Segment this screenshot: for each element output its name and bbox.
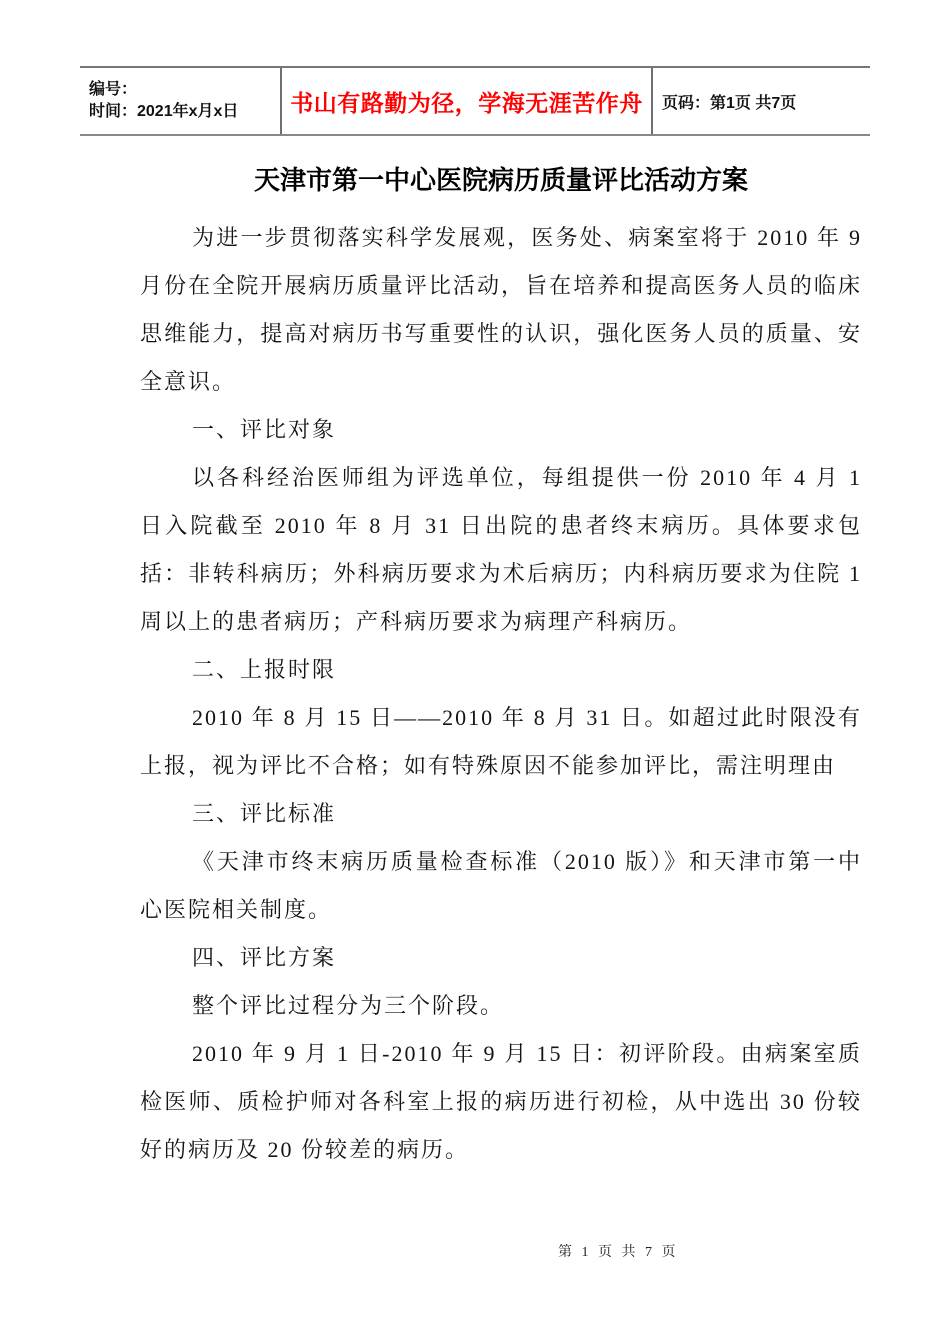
time-label: 时间：2021年x月x日 [89, 103, 239, 120]
section-heading: 一、评比对象 [192, 417, 337, 442]
section-heading: 四、评比方案 [192, 945, 337, 970]
body-paragraph: 2010 年 9 月 1 日-2010 年 9 月 15 日：初评阶段。由病案室质检医师、质检护师对各科室上报的病历进行初检，从中选出 30 份较好的病历及 20 份较差的病历。 [140, 1041, 862, 1162]
body-paragraph: 为进一步贯彻落实科学发展观，医务处、病案室将于 2010 年 9 月份在全院开展病历质量评比活动，旨在培养和提高医务人员的临床思维能力，提高对病历书写重要性的认识，强化医务人员的质量、安全意识。 [140, 225, 862, 394]
page-info-text: 页码：第1页 共7页 [662, 94, 797, 112]
body-paragraph: 《天津市终末病历质量检查标准（2010 版）》和天津市第一中心医院相关制度。 [140, 849, 862, 922]
section-heading: 三、评比标准 [192, 801, 337, 826]
page-footer [558, 1241, 679, 1261]
header-cell-motto [280, 68, 653, 134]
header-cell-page-info [653, 68, 870, 134]
document-title: 天津市第一中心医院病历质量评比活动方案 [253, 165, 748, 195]
section-heading: 二、上报时限 [192, 657, 337, 682]
header-cell-number-time [80, 68, 280, 134]
number-label: 编号： [89, 81, 138, 98]
motto-text: 书山有路勤为径，学海无涯苦作舟 [290, 89, 643, 116]
body-paragraph: 以各科经治医师组为评选单位，每组提供一份 2010 年 4 月 1 日入院截至 2010 年 8 月 31 日出院的患者终末病历。具体要求包括：非转科病历；外科病历要求为术后病历；内科病历要求为住院 1 周以上的患者病历；产科病历要求为病理产科病历。 [140, 465, 862, 634]
header-table [80, 66, 870, 136]
page-number-indicator: 第 1 页 共 7 页 [558, 1245, 679, 1260]
document-content [140, 160, 862, 1174]
body-paragraph: 2010 年 8 月 15 日——2010 年 8 月 31 日。如超过此时限没有上报，视为评比不合格；如有特殊原因不能参加评比，需注明理由 [140, 705, 862, 778]
body-paragraph: 整个评比过程分为三个阶段。 [192, 993, 505, 1018]
